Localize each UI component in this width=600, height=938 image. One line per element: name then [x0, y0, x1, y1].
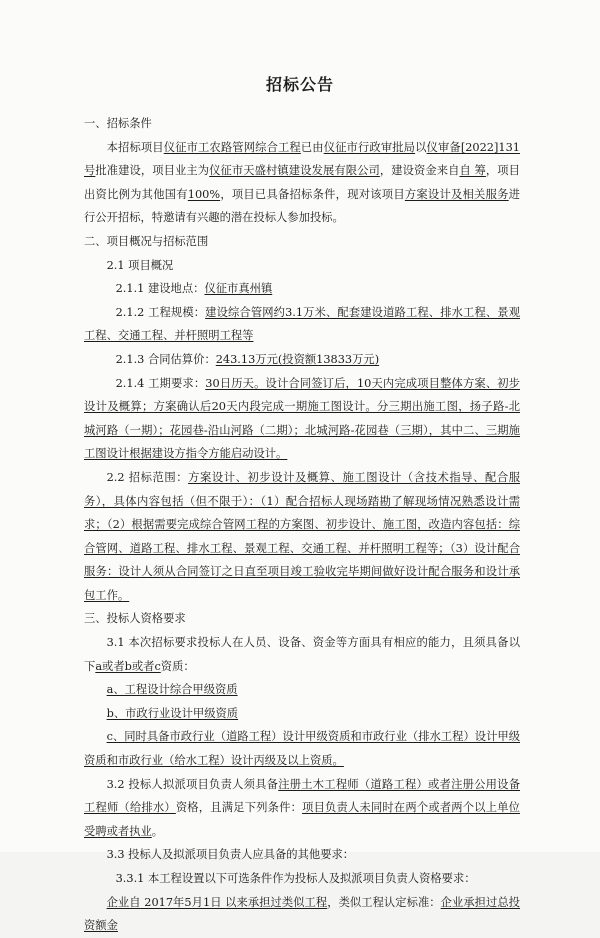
bidding-scope: 2.2 招标范围：方案设计、初步设计及概算、施工图设计（含技术指导、配合服务），具体内容包括（但不限于）：（1）配合招标人现场踏勘了解现场情况熟悉设计需求；（2）根据需要完成综合管网工程的方案图、初步设计、施工图，改造内容包括：综合管网、道路工程、排水工程、景观工程、交通工程、并杆照明工程等；（3）设计配合服务：设计人须从合同签订之日直至项目竣工验收完毕期间做好设计配合服务和设计承包工作。	[84, 470, 520, 602]
bidding-conditions-paragraph: 本招标项目仪征市工农路管网综合工程已由仪征市行政审批局以仪审备[2022]131号批准建设，项目业主为仪征市天盛村镇建设发展有限公司，建设资金来自自 筹，项目出资比例为其他国有100%，项目已具备招标条件，现对该项目方案设计及相关服务进行公开招标，特邀请有兴趣的潜在投标人参加投标。	[84, 140, 520, 225]
page-title: 招标公告	[265, 75, 334, 94]
section-1-heading: 一、招标条件	[84, 117, 152, 130]
project-manager-requirement: 3.2 投标人拟派项目负责人须具备注册土木工程师（道路工程）或者注册公用设备工程师（给排水）资格，且满足下列条件：项目负责人未同时在两个或者两个以上单位受聘或者执业。	[84, 777, 520, 838]
qualification-option-b: b、市政行业设计甲级资质	[106, 706, 239, 720]
qualification-requirement: 3.1 本次招标要求投标人在人员、设备、资金等方面具有相应的能力，且须具备以下a或者b或者c资质：	[84, 636, 520, 673]
section-3-heading: 三、投标人资格要求	[84, 612, 186, 626]
project-scale: 2.1.2 工程规模：建设综合管网约3.1万米、配套建设道路工程、排水工程、景观工程、交通工程、并杆照明工程等	[84, 305, 520, 343]
contract-estimate: 2.1.3 合同估算价：243.13万元(投资额13833万元)	[115, 352, 380, 366]
qualification-option-c: c、同时具备市政行业（道路工程）设计甲级资质和市政行业（排水工程）设计甲级资质和市政行业（给水工程）设计丙级及以上资质。	[84, 730, 520, 768]
section-2-heading: 二、项目概况与招标范围	[84, 234, 209, 248]
document-body	[84, 112, 520, 938]
schedule-requirement: 2.1.4 工期要求：30日历天。设计合同签订后，10天内完成项目整体方案、初步设计及概算；方案确认后20天内段完成一期施工图设计。分三期出施工图，扬子路-北城河路（一期）；花园巷-沿山河路（二期）；北城河路-花园巷（三期），其中二、三期施工图设计根据建设方指令方能启动设计。	[84, 376, 520, 461]
optional-conditions: 3.3.1 本工程设置以下可选条件作为投标人及拟派项目负责人资格要求：	[115, 872, 476, 885]
construction-location: 2.1.1 建设地点：仪征市真州镇	[115, 282, 273, 296]
qualification-option-a: a、工程设计综合甲级资质	[106, 683, 238, 697]
other-requirements-heading: 3.3 投标人及拟派项目负责人应具备的其他要求：	[106, 848, 355, 862]
similar-project-performance: 企业自 2017年5月1日 以来承担过类似工程，类似工程认定标准：企业承担过总投资额金	[84, 895, 520, 933]
project-overview-heading: 2.1 项目概况	[106, 258, 174, 272]
